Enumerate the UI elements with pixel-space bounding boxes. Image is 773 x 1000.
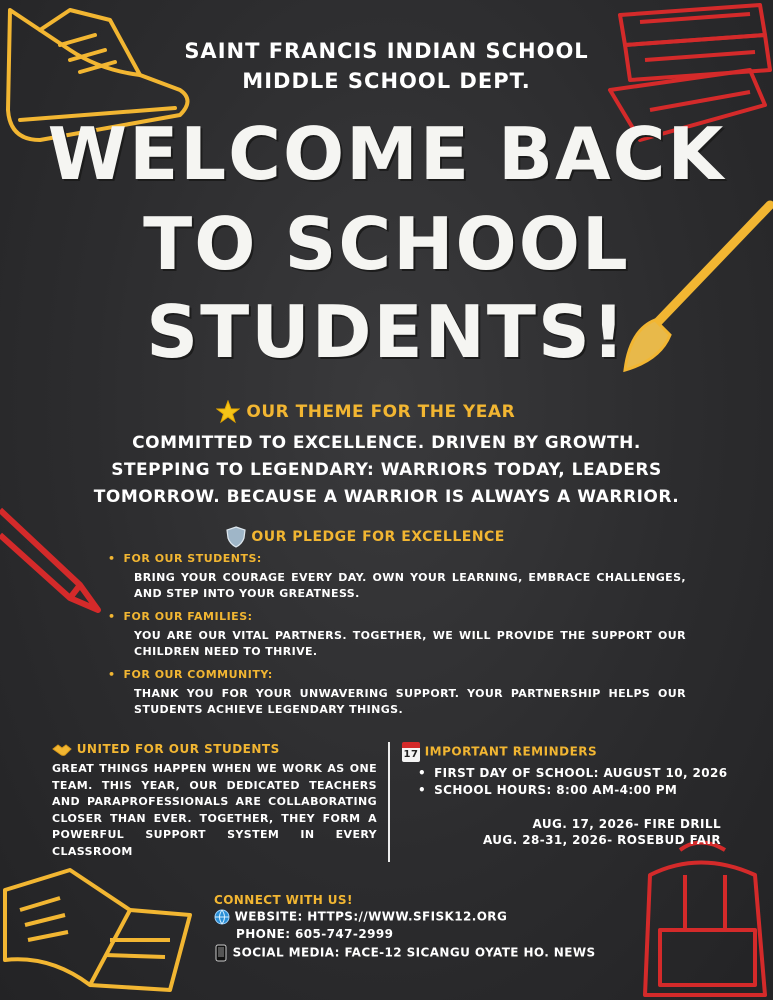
star-icon xyxy=(216,400,240,424)
pledge-label-families: • FOR OUR FAMILIES: xyxy=(108,610,253,623)
globe-icon xyxy=(214,909,230,925)
phone-icon xyxy=(214,944,228,962)
reminders-heading-row xyxy=(402,742,597,762)
social-media-text: SOCIAL MEDIA: FACE-12 SICANGU OYATE HO. NEWS xyxy=(232,945,596,960)
shield-icon xyxy=(226,526,246,548)
social-line xyxy=(214,944,596,962)
reminder-school-hours: • SCHOOL HOURS: 8:00 AM-4:00 PM xyxy=(418,783,677,797)
calendar-icon xyxy=(402,742,420,762)
theme-line-3: TOMORROW. BECAUSE A WARRIOR IS ALWAYS A WARRIOR. xyxy=(93,487,680,507)
pledge-text-families: YOU ARE OUR VITAL PARTNERS. TOGETHER, WE WILL PROVIDE THE SUPPORT OUR CHILDREN NEED TO THRIVE. xyxy=(134,629,686,658)
backpack-icon xyxy=(630,835,773,1000)
handshake-icon xyxy=(52,743,72,757)
pledge-heading: OUR PLEDGE FOR EXCELLENCE xyxy=(251,529,505,545)
theme-heading: OUR THEME FOR THE YEAR xyxy=(246,402,516,422)
website-line xyxy=(214,909,507,925)
theme-heading-row xyxy=(216,400,515,424)
school-name: SAINT FRANCIS INDIAN SCHOOL xyxy=(184,39,589,63)
headline-line-2: TO SCHOOL xyxy=(143,202,630,286)
pledge-text-students: BRING YOUR COURAGE EVERY DAY. OWN YOUR LEARNING, EMBRACE CHALLENGES, AND STEP INTO YOUR GREATNESS. xyxy=(134,571,686,600)
united-heading-row xyxy=(52,742,280,757)
theme-line-1: COMMITTED TO EXCELLENCE. DRIVEN BY GROWTH. xyxy=(132,433,641,453)
headline-line-3: STUDENTS! xyxy=(146,290,627,374)
phone-line xyxy=(236,927,393,941)
reminder-first-day: • FIRST DAY OF SCHOOL: AUGUST 10, 2026 xyxy=(418,766,728,780)
theme-line-2: STEPPING TO LEGENDARY: WARRIORS TODAY, LEADERS xyxy=(111,460,662,480)
event-rosebud-fair: AUG. 28-31, 2026- ROSEBUD FAIR xyxy=(482,833,721,847)
united-heading: UNITED FOR OUR STUDENTS xyxy=(76,742,280,756)
open-book-icon xyxy=(0,860,210,1000)
calendar-number: 17 xyxy=(403,749,419,760)
column-divider xyxy=(388,742,390,862)
pledge-label-community: • FOR OUR COMMUNITY: xyxy=(108,668,273,681)
headline-line-1: WELCOME BACK xyxy=(47,112,726,196)
reminders-heading: IMPORTANT REMINDERS xyxy=(424,744,598,759)
pledge-text-community: THANK YOU FOR YOUR UNWAVERING SUPPORT. YOUR PARTNERSHIP HELPS OUR STUDENTS ACHIEVE LEGENDARY THINGS. xyxy=(134,687,686,716)
department-name: MIDDLE SCHOOL DEPT. xyxy=(242,69,531,93)
website-link[interactable]: WEBSITE: HTTPS://WWW.SFISK12.ORG xyxy=(234,909,508,924)
pledge-label-students: • FOR OUR STUDENTS: xyxy=(108,552,262,565)
pledge-heading-row xyxy=(226,526,505,548)
phone-number: PHONE: 605-747-2999 xyxy=(236,927,394,941)
event-fire-drill: AUG. 17, 2026- FIRE DRILL xyxy=(532,817,721,831)
connect-heading: CONNECT WITH US! xyxy=(214,893,353,907)
united-text: GREAT THINGS HAPPEN WHEN WE WORK AS ONE TEAM. THIS YEAR, OUR DEDICATED TEACHERS AND PARAPROFESSIONALS ARE COLLABORATING CLOSER THAN EVER. TOGETHER, THEY FORM A POWERFUL SUPPORT SYSTEM IN EVERY CLASSROOM xyxy=(52,762,377,858)
